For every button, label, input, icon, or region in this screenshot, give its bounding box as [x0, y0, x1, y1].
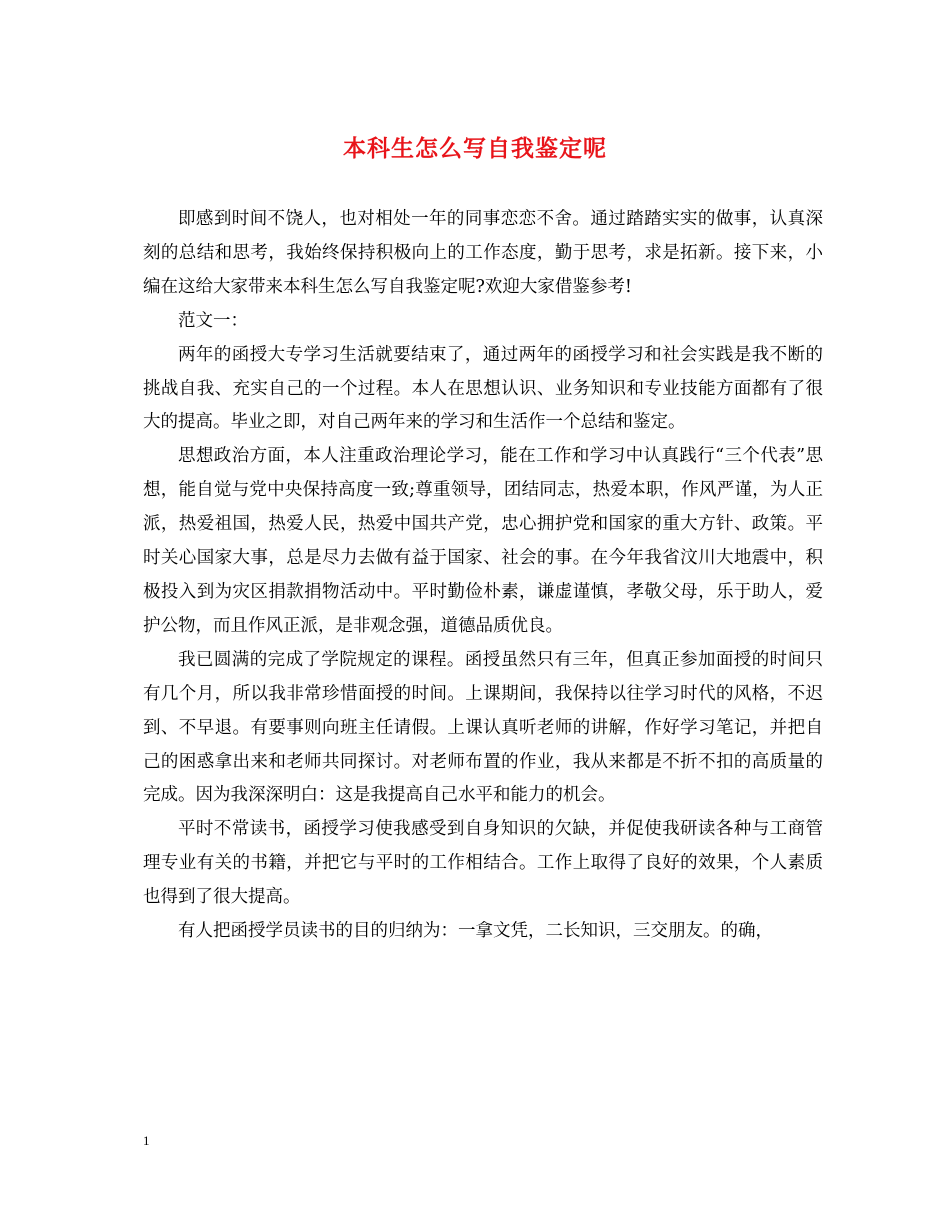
body-paragraph: 两年的函授大专学习生活就要结束了，通过两年的函授学习和社会实践是我不断的挑战自我、充实自己的一个过程。本人在思想认识、业务知识和专业技能方面都有了很大的提高。毕业之即，对自己两年来的学习和生活作一个总结和鉴定。	[143, 344, 823, 433]
intro-paragraph: 即感到时间不饶人，也对相处一年的同事恋恋不舍。通过踏踏实实的做事，认真深刻的总结和思考，我始终保持积极向上的工作态度，勤于思考，求是拓新。接下来，小编在这给大家带来本科生怎么写自我鉴定呢?欢迎大家借鉴参考!	[143, 209, 823, 297]
body-paragraph: 平时不常读书，函授学习使我感受到自身知识的欠缺，并促使我研读各种与工商管理专业有关的书籍，并把它与平时的工作相结合。工作上取得了良好的效果，个人素质也得到了很大提高。	[143, 819, 823, 908]
body-paragraph: 思想政治方面，本人注重政治理论学习，能在工作和学习中认真践行“三个代表”思想，能自觉与党中央保持高度一致;尊重领导，团结同志，热爱本职，作风严谨，为人正派，热爱祖国，热爱人民，热爱中国共产党，忠心拥护党和国家的重大方针、政策。平时关心国家大事，总是尽力去做有益于国家、社会的事。在今年我省汶川大地震中，积极投入到为灾区捐款捐物活动中。平时勤俭朴素，谦虚谨慎，孝敬父母，乐于助人，爱护公物，而且作风正派，是非观念强，道德品质优良。	[143, 446, 823, 636]
document-title: 本科生怎么写自我鉴定呢	[343, 135, 607, 162]
body-paragraph: 有人把函授学员读书的目的归纳为：一拿文凭，二长知识，三交朋友。的确，	[178, 921, 773, 942]
document-body	[143, 203, 823, 949]
body-paragraph: 我已圆满的完成了学院规定的课程。函授虽然只有三年，但真正参加面授的时间只有几个月，所以我非常珍惜面授的时间。上课期间，我保持以往学习时代的风格，不迟到、不早退。有要事则向班主任请假。上课认真听老师的讲解，作好学习笔记，并把自己的困惑拿出来和老师共同探讨。对老师布置的作业，我从来都是不折不扣的高质量的完成。因为我深深明白：这是我提高自己水平和能力的机会。	[143, 649, 823, 806]
section-heading-example-one: 范文一：	[178, 310, 248, 331]
page-number: 1	[143, 1133, 150, 1148]
